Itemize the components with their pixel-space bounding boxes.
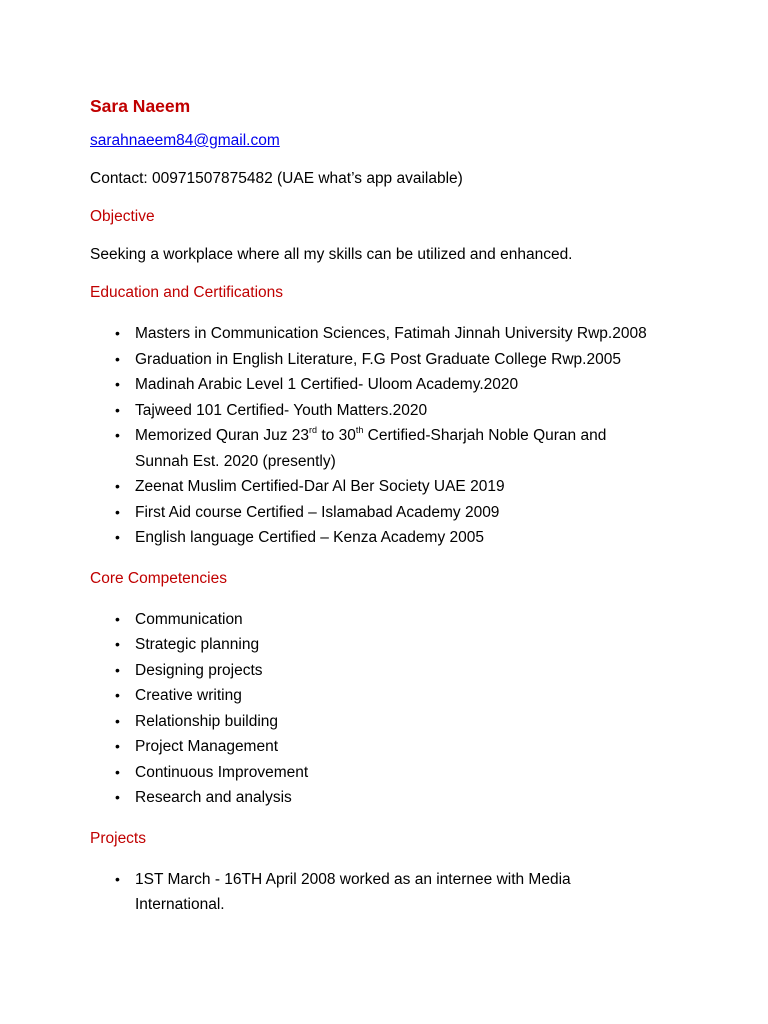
project-line-1: 1ST March - 16TH April 2008 worked as an internee with Media [135,870,571,888]
education-list [90,321,728,551]
quran-text-part2: to 30 [317,427,356,444]
list-item [90,632,728,658]
objective-text: Seeking a workplace where all my skills can be utilized and enhanced. [90,246,573,263]
bullet-icon: • [115,763,120,780]
list-item-text: Relationship building [135,712,279,730]
resume-name: Sara Naeem [90,96,191,116]
list-item [90,683,728,709]
list-item [90,760,728,786]
objective-heading: Objective [90,208,155,225]
education-heading: Education and Certifications [90,284,284,301]
bullet-icon: • [115,427,120,443]
list-item-text: English language Certified – Kenza Academy 2005 [135,529,484,546]
bullet-icon: • [115,712,120,729]
bullet-icon: • [115,738,120,754]
project-line-2: International. [135,896,225,913]
list-item-text: Graduation in English Literature, F.G Post Graduate College Rwp.2005 [135,350,621,368]
list-item [90,734,728,760]
list-item-text: Communication [135,610,243,628]
list-item-text: Designing projects [135,661,263,679]
list-item [90,785,728,811]
list-item-text: Research and analysis [135,789,292,806]
list-item [90,321,728,347]
bullet-icon: • [115,636,120,652]
list-item [90,474,728,500]
list-item-text: Masters in Communication Sciences, Fatimah Jinnah University Rwp.2008 [135,325,647,342]
quran-text-part1: Memorized Quran Juz 23 [135,427,310,444]
quran-superscript-2: th [355,424,364,435]
list-item-text: Tajweed 101 Certified- Youth Matters.2020 [135,401,428,419]
bullet-icon: • [115,789,120,805]
list-item [90,525,728,551]
list-item [90,347,728,373]
bullet-icon: • [115,478,120,494]
email-link[interactable]: sarahnaeem84@gmail.com [90,132,280,149]
list-item-text: First Aid course Certified – Islamabad Academy 2009 [135,503,500,521]
projects-list [90,867,728,918]
list-item-text: Zeenat Muslim Certified-Dar Al Ber Society UAE 2019 [135,478,505,495]
bullet-icon: • [115,376,120,392]
list-item [90,867,728,918]
list-item [90,658,728,684]
bullet-icon: • [115,870,120,887]
list-item-text: Project Management [135,738,279,755]
list-item [90,607,728,633]
list-item-text: Madinah Arabic Level 1 Certified- Uloom Academy.2020 [135,376,519,393]
email-line [90,131,728,151]
list-item [90,423,728,474]
bullet-icon: • [115,661,120,678]
list-item-text: Creative writing [135,687,242,704]
competencies-list [90,607,728,811]
bullet-icon: • [115,610,120,627]
quran-superscript-1: rd [309,424,318,435]
list-item [90,398,728,424]
contact-info: Contact: 00971507875482 (UAE what’s app available) [90,170,463,187]
bullet-icon: • [115,503,120,520]
list-item-text: Strategic planning [135,636,260,653]
list-item [90,500,728,526]
list-item-text: Continuous Improvement [135,763,309,781]
competencies-heading: Core Competencies [90,569,227,587]
bullet-icon: • [115,350,120,367]
quran-text-line2: Sunnah Est. 2020 (presently) [135,452,336,470]
bullet-icon: • [115,529,120,545]
list-item [90,709,728,735]
list-item [90,372,728,398]
bullet-icon: • [115,687,120,703]
bullet-icon: • [115,325,120,341]
quran-text-part3: Certified-Sharjah Noble Quran and [363,427,607,444]
projects-heading: Projects [90,829,146,847]
bullet-icon: • [115,401,120,418]
